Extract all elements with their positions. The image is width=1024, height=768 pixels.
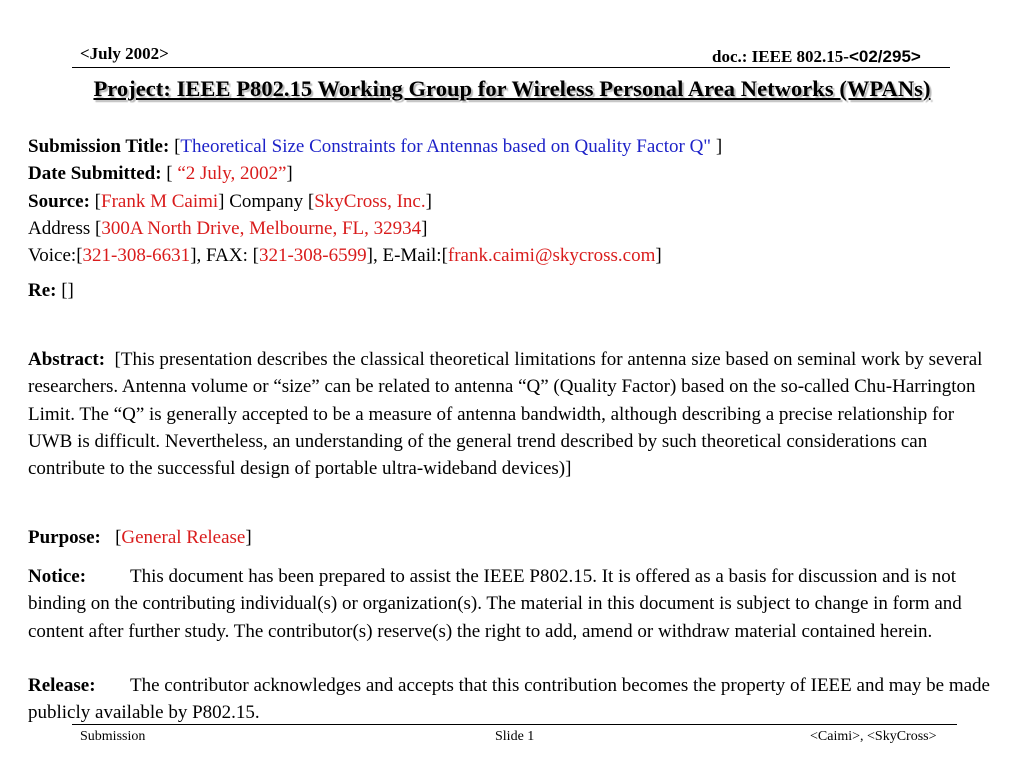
footer-slide-number: Slide 1 bbox=[495, 729, 535, 744]
re-value: [] bbox=[61, 280, 74, 301]
submission-title-label: Submission Title: bbox=[28, 136, 170, 157]
date-submitted-label: Date Submitted: bbox=[28, 163, 162, 185]
footer-divider bbox=[72, 724, 957, 725]
purpose-label: Purpose: bbox=[28, 527, 101, 548]
date-submitted-line: Date Submitted: [ “2 July, 2002”] bbox=[28, 163, 293, 185]
header-doc-id bbox=[712, 47, 921, 67]
abstract-label: Abstract: bbox=[28, 349, 106, 370]
email-label: E-Mail: bbox=[382, 245, 442, 267]
submission-title-line: Submission Title: [Theoretical Size Constraints for Antennas based on Quality Factor Q" ] bbox=[28, 136, 723, 157]
fax-label: FAX: bbox=[206, 245, 248, 267]
page-title: Project: IEEE P802.15 Working Group for Wireless Personal Area Networks (WPANs) bbox=[93, 76, 931, 101]
submission-metadata bbox=[28, 133, 722, 269]
purpose-line: Purpose: [General Release] bbox=[28, 527, 252, 548]
release-text: The contributor acknowledges and accepts that this contribution becomes the property of IEEE and may be made publicly available by P802.15. bbox=[28, 675, 990, 724]
header-doc-prefix: doc.: IEEE 802.15- bbox=[712, 47, 849, 66]
abstract-paragraph bbox=[28, 346, 988, 482]
notice-paragraph bbox=[28, 563, 1018, 645]
release-label: Release: bbox=[28, 675, 96, 696]
purpose-value: General Release bbox=[121, 527, 246, 548]
address-line: Address [300A North Drive, Melbourne, FL, 32934] bbox=[28, 217, 428, 239]
notice-text: This document has been prepared to assist the IEEE P802.15. It is offered as a basis for discussion and is not binding on the contributing individual(s) or organization(s). The material in this document is subject to change in form and content after further study. The contributor(s) reserve(s) the right to add, amend or withdraw material contained herein. bbox=[28, 566, 962, 642]
source-name: Frank M Caimi bbox=[101, 190, 219, 212]
source-label: Source: bbox=[28, 190, 90, 212]
header-divider bbox=[72, 67, 950, 68]
notice-label: Notice: bbox=[28, 566, 87, 587]
release-paragraph bbox=[28, 672, 1018, 727]
contact-line: Voice:[321-308-6631], FAX: [321-308-6599], E-Mail:[frank.caimi@skycross.com] bbox=[28, 245, 662, 267]
footer-authors: <Caimi>, <SkyCross> bbox=[810, 729, 937, 744]
source-line: Source: [Frank M Caimi] Company [SkyCross, Inc.] bbox=[28, 190, 432, 212]
fax-value: 321-308-6599 bbox=[258, 245, 367, 267]
company-label: Company bbox=[229, 190, 304, 212]
re-line bbox=[28, 280, 74, 302]
header-doc-number: <02/295> bbox=[848, 47, 921, 66]
abstract-text: [This presentation describes the classical theoretical limitations for antenna size based on seminal work by several researchers. Antenna volume or “size” can be related to antenna “Q” (Quality Factor) based on the so-called Chu-Harrington Limit. The “Q” is generally accepted to be a measure of antenna bandwidth, although describing a precise relationship for UWB is difficult. Nevertheless, an understanding of the general trend described by such theoretical considerations can contribute to the successful design of portable ultra-wideband devices)] bbox=[28, 349, 983, 480]
header-date: <July 2002> bbox=[80, 44, 169, 63]
address-value: 300A North Drive, Melbourne, FL, 32934 bbox=[101, 217, 422, 239]
re-label: Re: bbox=[28, 280, 57, 301]
date-submitted-value: “2 July, 2002” bbox=[177, 163, 287, 185]
footer-submission: Submission bbox=[80, 729, 146, 744]
voice-value: 321-308-6631 bbox=[82, 245, 191, 267]
submission-title-value: Theoretical Size Constraints for Antennas based on Quality Factor Q" bbox=[180, 136, 712, 157]
company-value: SkyCross, Inc. bbox=[314, 190, 426, 212]
email-value: frank.caimi@skycross.com bbox=[447, 245, 656, 267]
address-label: Address bbox=[28, 217, 91, 239]
voice-label: Voice: bbox=[28, 245, 77, 267]
